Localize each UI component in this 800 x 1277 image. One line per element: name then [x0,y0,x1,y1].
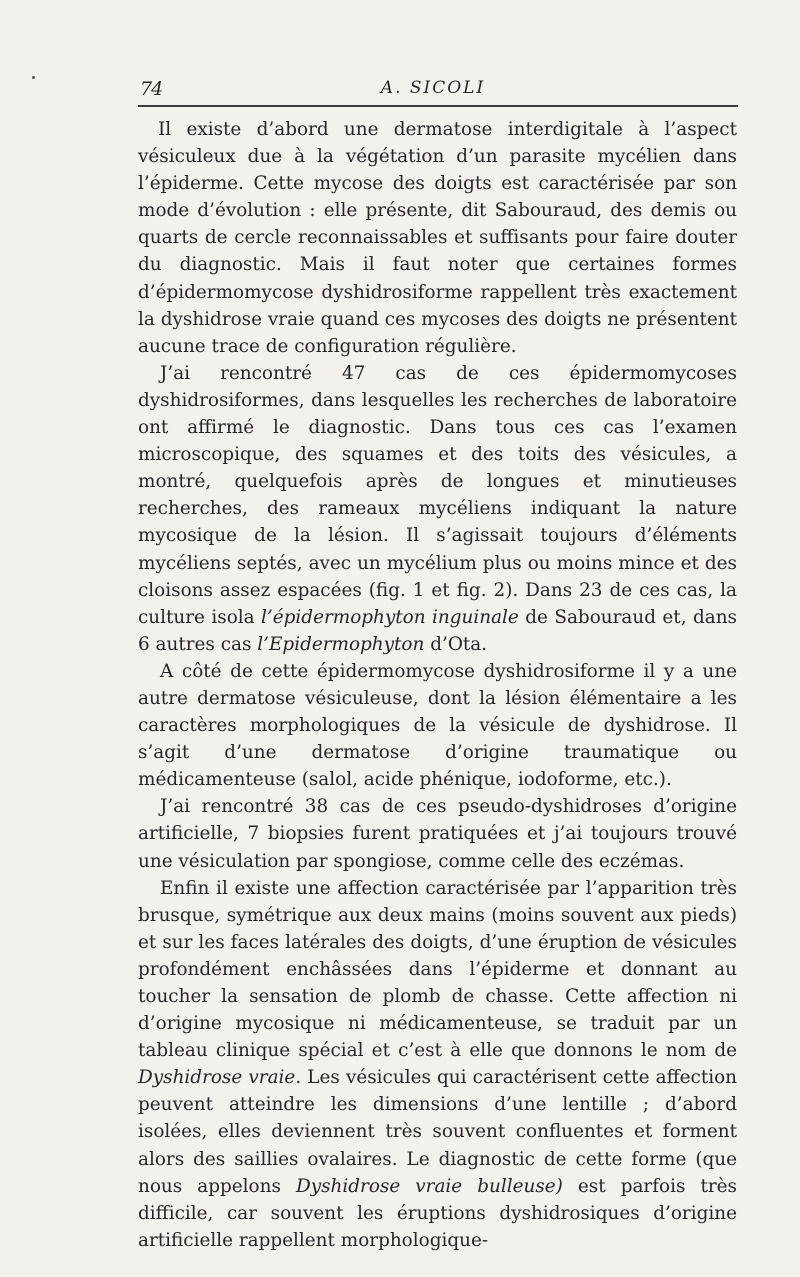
text-segment: . Les vésicules qui caractérisent cette affection peuvent atteindre les dimensions d’une lentille ; d’abord isolées, elles deviennent très souvent confluentes et forment alors des saillies ovalaires. Le diagnostic de cette forme (que nous appelons [138,1067,738,1197]
italic-term: Dyshidrose vraie [138,1067,296,1089]
italic-term: l’épidermophyton inguinale [261,606,519,628]
body-text [138,116,737,1254]
text-segment: Il existe d’abord une dermatose interdigitale à l’aspect vésiculeux due à la végétation d’un parasite mycélien dans l’épiderme. Cette mycose des doigts est caractérisée par son mode d’évolution : elle présente, dit Sabouraud, des demis ou quarts de cercle reconnaissables et suffisants pour faire douter du diagnostic. Mais il faut noter que certaines formes d’épidermomycose dyshidrosiforme rappellent très exactement la dyshidrose vraie quand ces mycoses des doigts ne présentent aucune trace de configuration régulière. [138,119,737,357]
paragraph [138,116,737,360]
text-segment: J’ai rencontré 38 cas de ces pseudo-dyshidroses d’origine artificielle, 7 biopsies furent pratiquées et j’ai toujours trouvé une vésiculation par spongiose, comme celle des eczémas. [138,796,737,872]
text-segment: Enfin il existe une affection caractérisée par l’apparition très brusque, symétrique aux deux mains (moins souvent aux pieds) et sur les faces latérales des doigts, d’une éruption de vésicules profondément enchâssées dans l’épiderme et donnant au toucher la sensation de plomb de chasse. Cette affection ni d’origine mycosique ni médicamenteuse, se traduit par un tableau clinique spécial et c’est à elle que donnons le nom de [138,877,737,1062]
text-segment: est parfois très difficile, car souvent les éruptions dyshidrosiques d’origine artificielle rappellent morphologique- [138,1175,737,1251]
text-segment: de Sabouraud et, dans 6 autres cas [138,606,737,655]
margin-speck [32,76,35,79]
paragraph [138,658,737,793]
paragraph [138,793,737,874]
italic-term: Dyshidrose vraie bulleuse) [295,1175,563,1197]
header-rule [138,105,738,107]
paragraph [138,360,737,658]
text-segment: A côté de cette épidermomycose dyshidrosiforme il y a une autre dermatose vésiculeuse, dont la lésion élémentaire a les caractères morphologiques de la vésicule de dyshidrose. Il s’agit d’une dermatose d’origine traumatique ou médicamenteuse (salol, acide phénique, iodoforme, etc.). [138,660,737,791]
running-head: A. SICOLI [380,78,486,98]
text-segment: d’Ota. [424,633,488,655]
page-number: 74 [140,78,163,100]
text-segment: J’ai rencontré 47 cas de ces épidermomycoses dyshidrosiformes, dans lesquelles les recherches de laboratoire ont affirmé le diagnostic. Dans tous ces cas l’examen microscopique, des squames et des toits des vésicules, a montré, quelquefois après de longues et minutieuses recherches, des rameaux mycéliens indiquant la nature mycosique de la lésion. Il s’agissait toujours d’éléments mycéliens septés, avec un mycélium plus ou moins mince et des cloisons assez espacées (fig. 1 et fig. 2). Dans 23 de ces cas, la culture isola [138,362,737,628]
italic-term: l’Epidermophyton [257,633,425,655]
page-header [138,74,738,104]
paragraph [138,875,737,1254]
